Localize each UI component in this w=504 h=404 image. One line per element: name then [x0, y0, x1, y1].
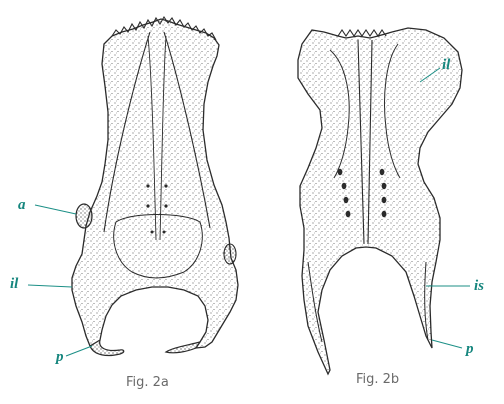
label-fig2a-acetabulum: a: [18, 197, 26, 213]
caption-fig2b: Fig. 2b: [356, 372, 400, 387]
label-fig2a-ilium: il: [10, 276, 19, 292]
leader-fig2a-p: [66, 346, 92, 356]
label-fig2a-pubis: p: [56, 349, 64, 365]
leader-fig2b-p: [432, 340, 462, 348]
leader-fig2a-a: [35, 205, 76, 214]
leader-fig2a-il: [28, 285, 72, 287]
caption-fig2a: Fig. 2a: [126, 375, 169, 390]
fig2b-pelvis-drawing: [298, 28, 462, 374]
label-fig2b-pubis: p: [466, 341, 474, 357]
label-fig2b-ilium: il: [442, 57, 451, 73]
label-fig2b-ischium: is: [474, 278, 485, 294]
fig2a-pelvis-drawing: [72, 17, 238, 355]
